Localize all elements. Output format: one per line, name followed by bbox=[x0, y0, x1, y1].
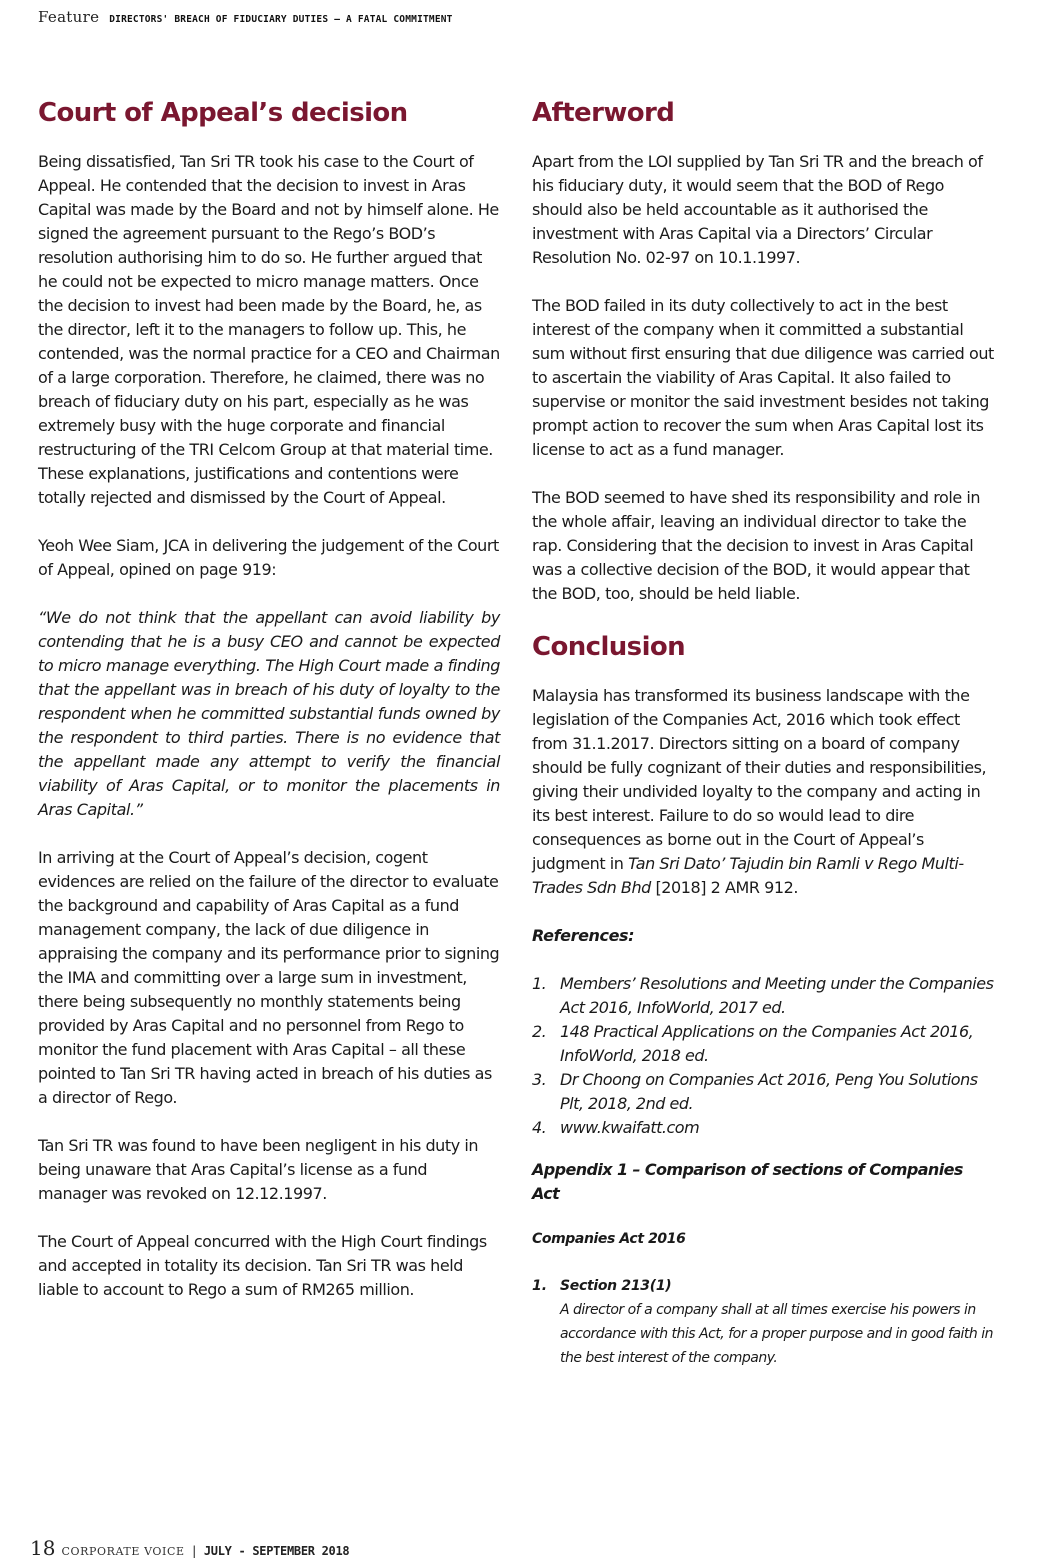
section-item bbox=[532, 1274, 994, 1370]
left-column bbox=[38, 96, 500, 1326]
heading-conclusion: Conclusion bbox=[532, 632, 686, 662]
paragraph: Being dissatisfied, Tan Sri TR took his case to the Court of Appeal. He contended that the decision to invest in Aras Capital was made by the Board and not by himself alone. He signed the agreement pursuant to the Rego’s BOD’s resolution authorising him to do so. He further argued that he could not be expected to micro manage matters. Once the decision to invest had been made by the Board, he, as the director, left it to the managers to follow up. This, he contended, was the normal practice for a CEO and Chairman of a large corporation. Therefore, he claimed, there was no breach of fiduciary duty on his part, especially as he was extremely busy with the huge corporate and financial restructuring of the TRI Celcom Group at that material time. These explanations, justifications and contentions were totally rejected and dismissed by the Court of Appeal. bbox=[38, 152, 500, 507]
reference-text: Members’ Resolutions and Meeting under the Companies Act 2016, InfoWorld, 2017 ed. bbox=[560, 974, 994, 1017]
section-number: 1. bbox=[532, 1278, 548, 1294]
reference-number: 1. bbox=[532, 974, 547, 993]
page-footer bbox=[30, 1536, 349, 1560]
heading-court-of-appeal: Court of Appeal’s decision bbox=[38, 98, 408, 128]
reference-text: www.kwaifatt.com bbox=[560, 1118, 700, 1137]
reference-number: 3. bbox=[532, 1070, 547, 1089]
paragraph: The BOD seemed to have shed its responsibility and role in the whole affair, leaving an individual director to take the rap. Considering that the decision to invest in Aras Capital was a collective decision of the BOD, it would appear that the BOD, too, should be held liable. bbox=[532, 488, 981, 603]
heading-afterword: Afterword bbox=[532, 98, 675, 128]
act-subheading: Companies Act 2016 bbox=[532, 1231, 686, 1247]
paragraph: In arriving at the Court of Appeal’s decision, cogent evidences are relied on the failure of the director to evaluate the background and capability of Aras Capital as a fund management company, the lack of due diligence in appraising the company and its performance prior to signing the IMA and committing over a large sum in investment, there being subsequently no monthly statements being provided by Aras Capital and no personnel from Rego to monitor the fund placement with Aras Capital – all these pointed to Tan Sri TR having acted in breach of his duties as a director of Rego. bbox=[38, 848, 500, 1107]
reference-number: 4. bbox=[532, 1118, 547, 1137]
section-text: A director of a company shall at all times exercise his powers in accordance with this Act, for a proper purpose and in good faith in the best interest of the company. bbox=[560, 1302, 994, 1366]
page-number: 18 bbox=[30, 1536, 56, 1560]
section-title: Section 213(1) bbox=[560, 1278, 672, 1294]
reference-item bbox=[532, 1116, 994, 1140]
reference-text: Dr Choong on Companies Act 2016, Peng You Solutions Plt, 2018, 2nd ed. bbox=[560, 1070, 978, 1113]
reference-item bbox=[532, 1068, 994, 1116]
footer-separator: | bbox=[190, 1544, 198, 1558]
paragraph: The Court of Appeal concurred with the High Court findings and accepted in totality its decision. Tan Sri TR was held liable to account to Rego a sum of RM265 million. bbox=[38, 1232, 487, 1299]
conclusion-text: Malaysia has transformed its business landscape with the legislation of the Companies Act, 2016 which took effect from 31.1.2017. Directors sitting on a board of company should be fully cognizant of their duties and responsibilities, giving their undivided loyalty to the company and acting in its best interest. Failure to do so would lead to dire consequences as borne out in the Court of Appeal’s judgment in bbox=[532, 686, 987, 873]
reference-text: 148 Practical Applications on the Companies Act 2016, InfoWorld, 2018 ed. bbox=[560, 1022, 974, 1065]
conclusion-paragraph bbox=[532, 684, 994, 900]
reference-number: 2. bbox=[532, 1022, 547, 1041]
case-citation: [2018] 2 AMR 912. bbox=[650, 878, 798, 897]
paragraph: Yeoh Wee Siam, JCA in delivering the judgement of the Court of Appeal, opined on page 919: bbox=[38, 536, 499, 579]
reference-item bbox=[532, 1020, 994, 1068]
issue-date: JULY - SEPTEMBER 2018 bbox=[203, 1544, 350, 1558]
running-header bbox=[38, 8, 453, 32]
reference-item bbox=[532, 972, 994, 1020]
case-name: Tan Sri Dato’ Tajudin bin Ramli v Rego Multi-Trades Sdn Bhd bbox=[532, 854, 964, 897]
paragraph: The BOD failed in its duty collectively to act in the best interest of the company when it committed a substantial sum without first ensuring that due diligence was carried out to ascertain the viability of Aras Capital. It also failed to supervise or monitor the said investment besides not taking prompt action to recover the sum when Aras Capital lost its license to act as a fund manager. bbox=[532, 296, 994, 459]
magazine-name: CORPORATE VOICE bbox=[61, 1545, 185, 1558]
section-label: Feature bbox=[38, 8, 100, 26]
paragraph: Tan Sri TR was found to have been negligent in his duty in being unaware that Aras Capital’s license as a fund manager was revoked on 12.12.1997. bbox=[38, 1136, 479, 1203]
article-title: DIRECTORS' BREACH OF FIDUCIARY DUTIES – A FATAL COMMITMENT bbox=[109, 14, 453, 25]
references-list bbox=[532, 972, 994, 1140]
right-column bbox=[532, 96, 994, 1370]
references-heading: References: bbox=[532, 926, 635, 945]
appendix-heading: Appendix 1 – Comparison of sections of Companies Act bbox=[532, 1160, 963, 1203]
judgement-quote: “We do not think that the appellant can avoid liability by contending that he is a busy CEO and cannot be expected to micro manage everything. The High Court made a finding that the appellant was in breach of his duty of loyalty to the respondent when he committed substantial funds owned by the respondent to third parties. There is no evidence that the appellant made any attempt to verify the financial viability of Aras Capital, or to monitor the placements in Aras Capital.” bbox=[38, 608, 500, 819]
paragraph: Apart from the LOI supplied by Tan Sri TR and the breach of his fiduciary duty, it would seem that the BOD of Rego should also be held accountable as it authorised the investment with Aras Capital via a Directors’ Circular Resolution No. 02-97 on 10.1.1997. bbox=[532, 152, 983, 267]
